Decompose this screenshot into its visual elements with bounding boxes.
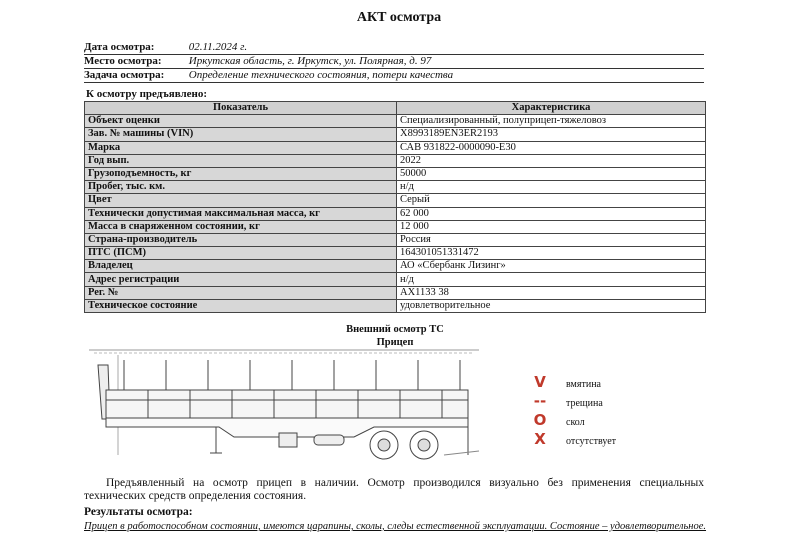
meta-row-date: [84, 41, 704, 55]
row-key: Цвет: [85, 194, 397, 207]
legend-label: вмятина: [566, 379, 601, 390]
legend-label: трещина: [566, 398, 603, 409]
legend-item-missing: [530, 430, 616, 448]
table-row: [85, 220, 706, 233]
external-subtitle: Прицеп: [376, 337, 414, 348]
row-value: Серый: [397, 194, 706, 207]
row-value: АХ1133 38: [397, 286, 706, 299]
row-value: удовлетворительное: [397, 299, 706, 312]
chip-icon: O: [533, 411, 547, 429]
inspection-paragraph: Предъявленный на осмотр прицеп в наличии. Осмотр производился визуально без применения специальных технических средств определения состояния.: [84, 477, 704, 502]
row-key: Год вып.: [85, 154, 397, 167]
legend-item-chip: [530, 411, 585, 429]
row-key: Пробег, тыс. км.: [85, 181, 397, 194]
table-row: [85, 181, 706, 194]
results-title: Результаты осмотра:: [84, 506, 193, 518]
legend-label: скол: [566, 417, 585, 428]
table-row: [85, 233, 706, 246]
presented-label: К осмотру предъявлено:: [86, 88, 208, 100]
table-row: [85, 141, 706, 154]
column-header: Характеристика: [397, 102, 706, 115]
legend-label: отсутствует: [566, 436, 617, 447]
legend-item-dent: [530, 373, 601, 391]
row-value: 2022: [397, 154, 706, 167]
row-value: 50000: [397, 167, 706, 180]
row-key: Владелец: [85, 260, 397, 273]
column-header: Показатель: [85, 102, 397, 115]
trailer-drawing: [84, 345, 484, 470]
row-key: Рег. №: [85, 286, 397, 299]
row-value: н/д: [397, 181, 706, 194]
external-title: Внешний осмотр ТС: [346, 324, 444, 335]
meta-label: Задача осмотра:: [84, 69, 165, 81]
row-key: Масса в снаряженном состоянии, кг: [85, 220, 397, 233]
row-value: Россия: [397, 233, 706, 246]
legend-item-crack: [530, 392, 603, 410]
row-key: Объект оценки: [85, 115, 397, 128]
row-value: 62 000: [397, 207, 706, 220]
meta-value: 02.11.2024 г.: [188, 41, 248, 53]
row-key: Марка: [85, 141, 397, 154]
dent-icon: V: [534, 373, 546, 391]
document-title: АКТ осмотра: [356, 10, 442, 25]
row-value: САВ 931822-0000090-Е30: [397, 141, 706, 154]
table-row: [85, 260, 706, 273]
row-value: Специализированный, полуприцеп-тяжеловоз: [397, 115, 706, 128]
table-row: [85, 299, 706, 312]
row-key: Техническое состояние: [85, 299, 397, 312]
row-value: 164301051331472: [397, 247, 706, 260]
table-row: [85, 247, 706, 260]
meta-value: Иркутская область, г. Иркутск, ул. Полярная, д. 97: [188, 55, 432, 67]
table-row: [85, 286, 706, 299]
table-row: [85, 167, 706, 180]
row-value: н/д: [397, 273, 706, 286]
crack-icon: --: [533, 392, 547, 410]
meta-label: Дата осмотра:: [84, 41, 155, 53]
row-key: Зав. № машины (VIN): [85, 128, 397, 141]
meta-row-place: [84, 55, 704, 69]
table-row: [85, 115, 706, 128]
missing-icon: X: [534, 430, 546, 448]
table-row: [85, 154, 706, 167]
spec-table: [84, 101, 706, 313]
table-row: [85, 207, 706, 220]
row-value: X8993189EN3ER2193: [397, 128, 706, 141]
row-key: ПТС (ПСМ): [85, 247, 397, 260]
table-row: [85, 273, 706, 286]
row-value: АО «Сбербанк Лизинг»: [397, 260, 706, 273]
meta-value: Определение технического состояния, потери качества: [188, 69, 454, 81]
meta-label: Место осмотра:: [84, 55, 162, 67]
row-key: Технически допустимая максимальная масса, кг: [85, 207, 397, 220]
table-row: [85, 194, 706, 207]
row-key: Страна-производитель: [85, 233, 397, 246]
meta-row-task: [84, 69, 704, 83]
table-header-row: [85, 102, 706, 115]
row-value: 12 000: [397, 220, 706, 233]
row-key: Адрес регистрации: [85, 273, 397, 286]
results-text: Прицеп в работоспособном состоянии, имеются царапины, сколы, следы естественной эксплуатации. Состояние – удовлетворительное.: [84, 521, 707, 532]
table-row: [85, 128, 706, 141]
row-key: Грузоподъемность, кг: [85, 167, 397, 180]
